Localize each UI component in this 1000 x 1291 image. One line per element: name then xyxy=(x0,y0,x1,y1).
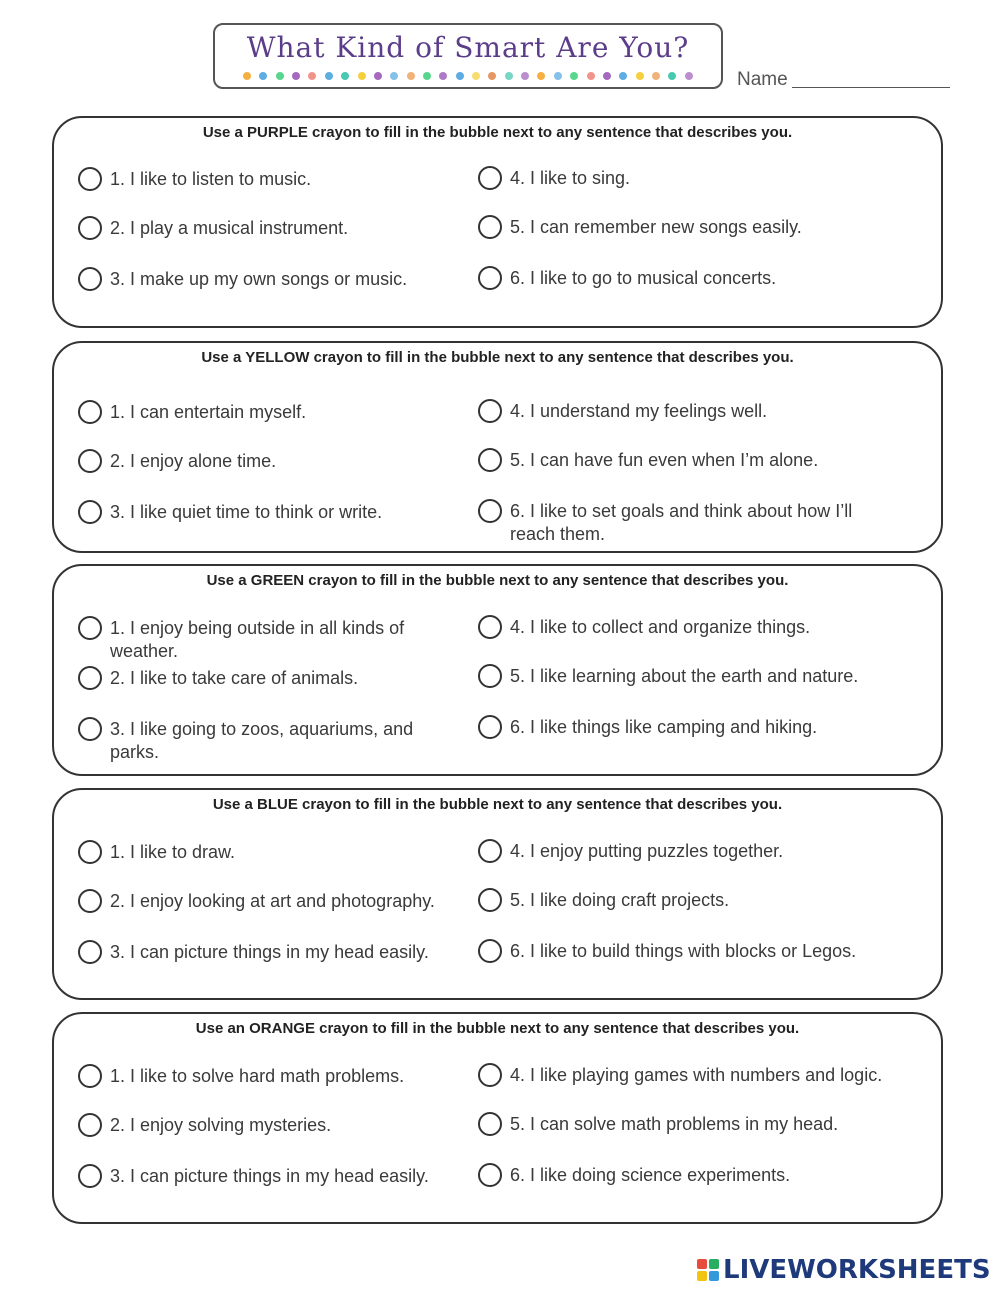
statement-text: 4. I enjoy putting puzzles together. xyxy=(510,841,784,861)
answer-bubble[interactable] xyxy=(78,267,102,291)
list-item xyxy=(78,216,458,240)
decorative-dot xyxy=(259,72,267,80)
liveworksheets-logo[interactable] xyxy=(697,1255,991,1285)
statement-text: 1. I like to listen to music. xyxy=(110,169,312,189)
statement-text: 6. I like to set goals and think about how I’ll reach them. xyxy=(510,501,853,544)
decorative-dot xyxy=(554,72,562,80)
answer-bubble[interactable] xyxy=(78,889,102,913)
statement-text: 2. I like to take care of animals. xyxy=(110,668,359,688)
decorative-dot xyxy=(276,72,284,80)
answer-bubble[interactable] xyxy=(478,664,502,688)
statement-text: 3. I make up my own songs or music. xyxy=(110,269,408,289)
answer-bubble[interactable] xyxy=(78,940,102,964)
answer-bubble[interactable] xyxy=(78,1164,102,1188)
statement-text: 6. I like to build things with blocks or Legos. xyxy=(510,941,857,961)
list-item xyxy=(478,1112,898,1136)
answer-bubble[interactable] xyxy=(478,499,502,523)
list-item xyxy=(78,167,458,191)
list-item xyxy=(478,448,898,472)
logo-text: LIVEWORKSHEETS xyxy=(723,1255,991,1285)
logo-square xyxy=(709,1271,719,1281)
section-orange xyxy=(52,1012,943,1224)
logo-icon xyxy=(697,1259,719,1281)
worksheet-title: What Kind of Smart Are You? xyxy=(246,31,690,64)
answer-bubble[interactable] xyxy=(78,666,102,690)
list-item xyxy=(478,615,898,639)
list-item xyxy=(78,940,458,964)
list-item xyxy=(478,215,898,239)
list-item xyxy=(478,664,898,688)
answer-bubble[interactable] xyxy=(478,839,502,863)
name-field[interactable] xyxy=(792,87,950,88)
decorative-dot xyxy=(619,72,627,80)
answer-bubble[interactable] xyxy=(78,840,102,864)
decorative-dot xyxy=(423,72,431,80)
section-instruction: Use a GREEN crayon to fill in the bubble next to any sentence that describes you. xyxy=(206,572,789,589)
statement-text: 5. I can solve math problems in my head. xyxy=(510,1114,839,1134)
list-item xyxy=(78,449,458,473)
name-label: Name xyxy=(737,69,788,90)
statement-text: 4. I like to sing. xyxy=(510,168,631,188)
list-item xyxy=(478,839,898,863)
answer-bubble[interactable] xyxy=(78,400,102,424)
logo-square xyxy=(697,1271,707,1281)
decorative-dot xyxy=(456,72,464,80)
statement-text: 4. I like playing games with numbers and logic. xyxy=(510,1065,883,1085)
statement-text: 3. I can picture things in my head easily. xyxy=(110,1166,429,1186)
list-item xyxy=(478,1063,898,1087)
list-item xyxy=(478,939,898,963)
statement-text: 5. I can remember new songs easily. xyxy=(510,217,802,237)
statement-text: 3. I like quiet time to think or write. xyxy=(110,502,383,522)
decorative-dot xyxy=(243,72,251,80)
logo-square xyxy=(709,1259,719,1269)
list-item xyxy=(78,267,458,291)
statement-text: 3. I can picture things in my head easily. xyxy=(110,942,429,962)
statement-text: 3. I like going to zoos, aquariums, and parks. xyxy=(110,719,414,762)
section-instruction: Use an ORANGE crayon to fill in the bubble next to any sentence that describes you. xyxy=(195,1020,800,1037)
answer-bubble[interactable] xyxy=(478,939,502,963)
statement-text: 1. I can entertain myself. xyxy=(110,402,307,422)
title-box xyxy=(213,23,723,89)
answer-bubble[interactable] xyxy=(78,616,102,640)
list-item xyxy=(478,1163,898,1187)
answer-bubble[interactable] xyxy=(478,888,502,912)
list-item xyxy=(478,888,898,912)
answer-bubble[interactable] xyxy=(478,166,502,190)
section-green xyxy=(52,564,943,776)
list-item xyxy=(478,499,898,546)
section-purple xyxy=(52,116,943,328)
decorative-dot xyxy=(341,72,349,80)
list-item xyxy=(78,889,458,913)
answer-bubble[interactable] xyxy=(478,715,502,739)
section-yellow xyxy=(52,341,943,553)
statement-text: 4. I understand my feelings well. xyxy=(510,401,768,421)
section-blue xyxy=(52,788,943,1000)
list-item xyxy=(478,266,898,290)
section-instruction: Use a BLUE crayon to fill in the bubble next to any sentence that describes you. xyxy=(212,796,783,813)
list-item xyxy=(78,616,458,663)
answer-bubble[interactable] xyxy=(78,717,102,741)
statement-text: 6. I like to go to musical concerts. xyxy=(510,268,777,288)
list-item xyxy=(78,400,458,424)
statement-text: 6. I like things like camping and hiking. xyxy=(510,717,818,737)
decorative-dot xyxy=(570,72,578,80)
answer-bubble[interactable] xyxy=(478,399,502,423)
answer-bubble[interactable] xyxy=(478,266,502,290)
list-item xyxy=(78,1064,458,1088)
decorative-dots xyxy=(243,72,693,80)
statement-text: 2. I enjoy solving mysteries. xyxy=(110,1115,332,1135)
list-item xyxy=(78,1113,458,1137)
list-item xyxy=(78,1164,458,1188)
statement-text: 1. I like to draw. xyxy=(110,842,236,862)
decorative-dot xyxy=(390,72,398,80)
list-item xyxy=(78,717,458,764)
statement-text: 6. I like doing science experiments. xyxy=(510,1165,791,1185)
answer-bubble[interactable] xyxy=(478,615,502,639)
section-instruction: Use a YELLOW crayon to fill in the bubble next to any sentence that describes you. xyxy=(201,349,794,366)
answer-bubble[interactable] xyxy=(478,448,502,472)
decorative-dot xyxy=(488,72,496,80)
decorative-dot xyxy=(652,72,660,80)
statement-text: 2. I play a musical instrument. xyxy=(110,218,349,238)
decorative-dot xyxy=(505,72,513,80)
answer-bubble[interactable] xyxy=(78,216,102,240)
decorative-dot xyxy=(668,72,676,80)
answer-bubble[interactable] xyxy=(78,449,102,473)
list-item xyxy=(78,840,458,864)
decorative-dot xyxy=(358,72,366,80)
section-instruction: Use a PURPLE crayon to fill in the bubble next to any sentence that describes you. xyxy=(202,124,793,141)
decorative-dot xyxy=(685,72,693,80)
answer-bubble[interactable] xyxy=(78,1113,102,1137)
answer-bubble[interactable] xyxy=(478,1063,502,1087)
answer-bubble[interactable] xyxy=(78,167,102,191)
decorative-dot xyxy=(308,72,316,80)
decorative-dot xyxy=(292,72,300,80)
statement-text: 2. I enjoy looking at art and photography. xyxy=(110,891,435,911)
statement-text: 5. I like learning about the earth and nature. xyxy=(510,666,859,686)
answer-bubble[interactable] xyxy=(78,500,102,524)
list-item xyxy=(478,715,898,739)
statement-text: 1. I like to solve hard math problems. xyxy=(110,1066,405,1086)
decorative-dot xyxy=(636,72,644,80)
answer-bubble[interactable] xyxy=(478,1112,502,1136)
decorative-dot xyxy=(374,72,382,80)
decorative-dot xyxy=(521,72,529,80)
decorative-dot xyxy=(407,72,415,80)
statement-text: 5. I can have fun even when I’m alone. xyxy=(510,450,819,470)
decorative-dot xyxy=(439,72,447,80)
decorative-dot xyxy=(587,72,595,80)
statement-text: 1. I enjoy being outside in all kinds of weather. xyxy=(110,618,405,661)
answer-bubble[interactable] xyxy=(478,215,502,239)
list-item xyxy=(478,166,898,190)
logo-square xyxy=(697,1259,707,1269)
statement-text: 2. I enjoy alone time. xyxy=(110,451,277,471)
decorative-dot xyxy=(603,72,611,80)
statement-text: 4. I like to collect and organize things. xyxy=(510,617,811,637)
list-item xyxy=(78,500,458,524)
answer-bubble[interactable] xyxy=(478,1163,502,1187)
list-item xyxy=(478,399,898,423)
decorative-dot xyxy=(472,72,480,80)
decorative-dot xyxy=(537,72,545,80)
statement-text: 5. I like doing craft projects. xyxy=(510,890,730,910)
answer-bubble[interactable] xyxy=(78,1064,102,1088)
list-item xyxy=(78,666,458,690)
decorative-dot xyxy=(325,72,333,80)
